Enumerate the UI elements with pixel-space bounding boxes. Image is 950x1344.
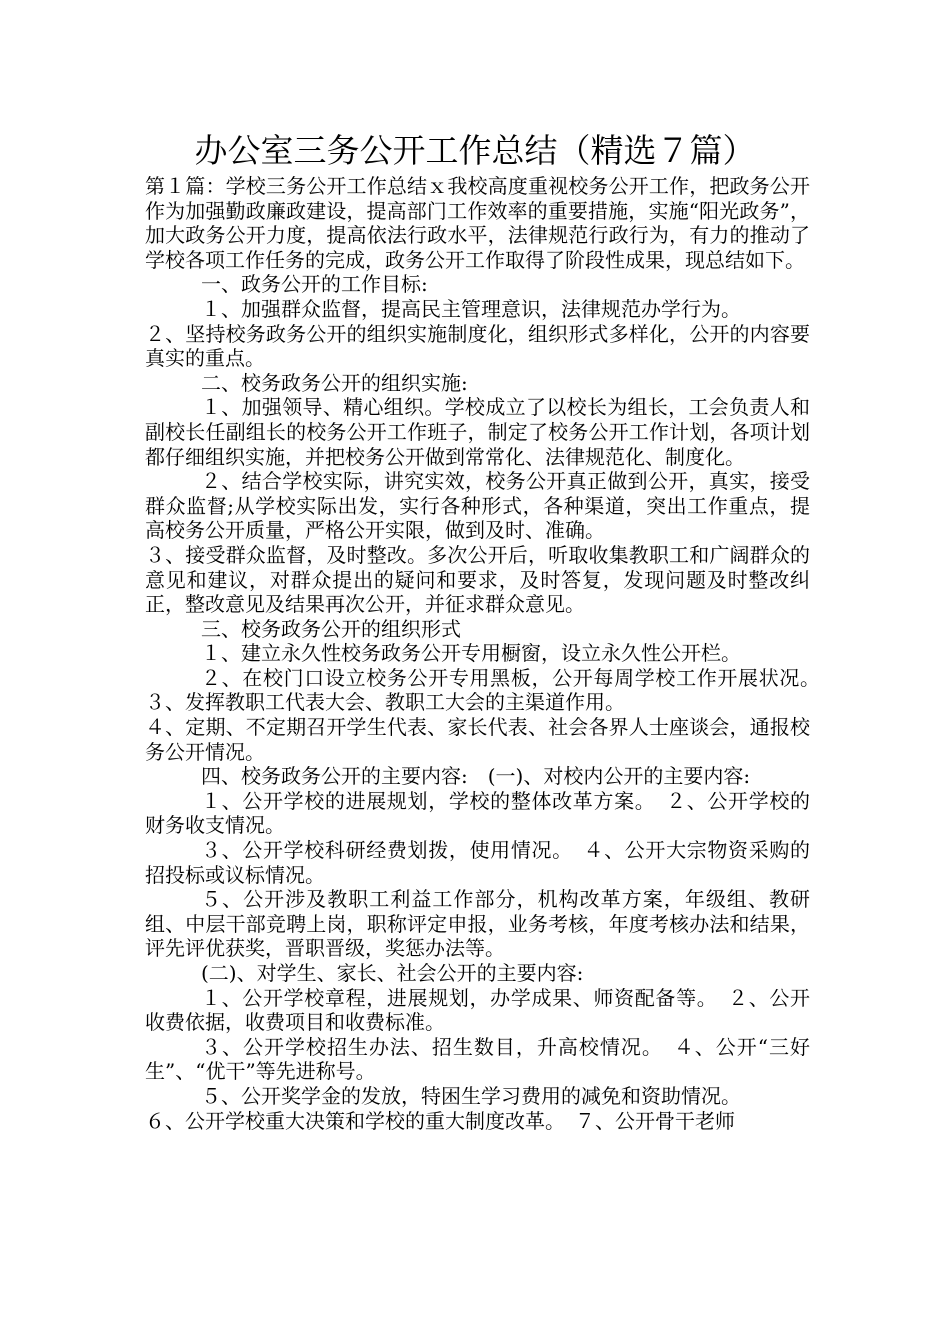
paragraph: ４、定期、不定期召开学生代表、家长代表、社会各界人士座谈会，通报校务公开情况。: [145, 715, 810, 764]
paragraph: ２、坚持校务政务公开的组织实施制度化，组织形式多样化，公开的内容要真实的重点。: [145, 321, 810, 371]
paragraph: ３、公开学校招生办法、招生数目，升高校情况。 ４、公开“三好生”、“优干”等先进称号。: [145, 1034, 810, 1084]
paragraph: １、公开学校的进展规划，学校的整体改革方案。 ２、公开学校的财务收支情况。: [145, 788, 810, 838]
paragraph: １、加强领导、精心组织。学校成立了以校长为组长，工会负责人和副校长任副组长的校务公开工作班子，制定了校务公开工作计划，各项计划都仔细组织实施，并把校务公开做到常常化、法律规范化、制度化。: [145, 395, 810, 469]
paragraph: 第１篇：学校三务公开工作总结ｘ我校高度重视校务公开工作，把政务公开作为加强勤政廉政建设，提高部门工作效率的重要措施，实施“阳光政务”，加大政务公开力度，提高依法行政水平，法律规范行政行为，有力的推动了学校各项工作任务的完成，政务公开工作取得了阶段性成果，现总结如下。: [145, 174, 810, 272]
paragraph: 二、校务政务公开的组织实施:: [201, 370, 468, 395]
paragraph: 三、校务政务公开的组织形式: [201, 616, 461, 641]
paragraph: 一、政务公开的工作目标:: [201, 272, 428, 297]
paragraph: (二)、对学生、家长、社会公开的主要内容:: [201, 961, 584, 985]
paragraph: 四、校务政务公开的主要内容: (一)、对校内公开的主要内容:: [201, 764, 751, 789]
document-title: 办公室三务公开工作总结（精选７篇）: [194, 131, 756, 170]
paragraph: ２、结合学校实际，讲究实效，校务公开真正做到公开，真实，接受群众监督;从学校实际出发，实行各种形式，各种渠道，突出工作重点，提高校务公开质量，严格公开实限，做到及时、准确。: [145, 469, 810, 543]
paragraph: １、加强群众监督，提高民主管理意识，法律规范办学行为。: [201, 296, 741, 321]
paragraph: １、建立永久性校务政务公开专用橱窗，设立永久性公开栏。: [201, 641, 741, 666]
paragraph: ３、公开学校科研经费划拨，使用情况。 ４、公开大宗物资采购的招投标或议标情况。: [145, 838, 810, 887]
paragraph: ５、公开奖学金的发放，特困生学习费用的减免和资助情况。: [201, 1083, 741, 1108]
paragraph: ６、公开学校重大决策和学校的重大制度改革。 ７、公开骨干老师: [145, 1108, 735, 1133]
paragraph: ２、在校门口设立校务公开专用黑板，公开每周学校工作开展状况。 ３、发挥教职工代表大会、教职工大会的主渠道作用。: [145, 665, 830, 715]
paragraph: ５、公开涉及教职工利益工作部分，机构改革方案，年级组、教研组、中层干部竞聘上岗，职称评定申报，业务考核，年度考核办法和结果，评先评优获奖，晋职晋级，奖惩办法等。: [145, 887, 810, 961]
document-body: [145, 174, 830, 1133]
paragraph: ３、接受群众监督，及时整改。多次公开后，听取收集教职工和广阔群众的意见和建议，对群众提出的疑问和要求，及时答复，发现问题及时整改纠正，整改意见及结果再次公开，并征求群众意见。: [145, 542, 810, 617]
paragraph: １、公开学校章程，进展规划，办学成果、师资配备等。 ２、公开收费依据，收费项目和收费标准。: [145, 985, 810, 1035]
